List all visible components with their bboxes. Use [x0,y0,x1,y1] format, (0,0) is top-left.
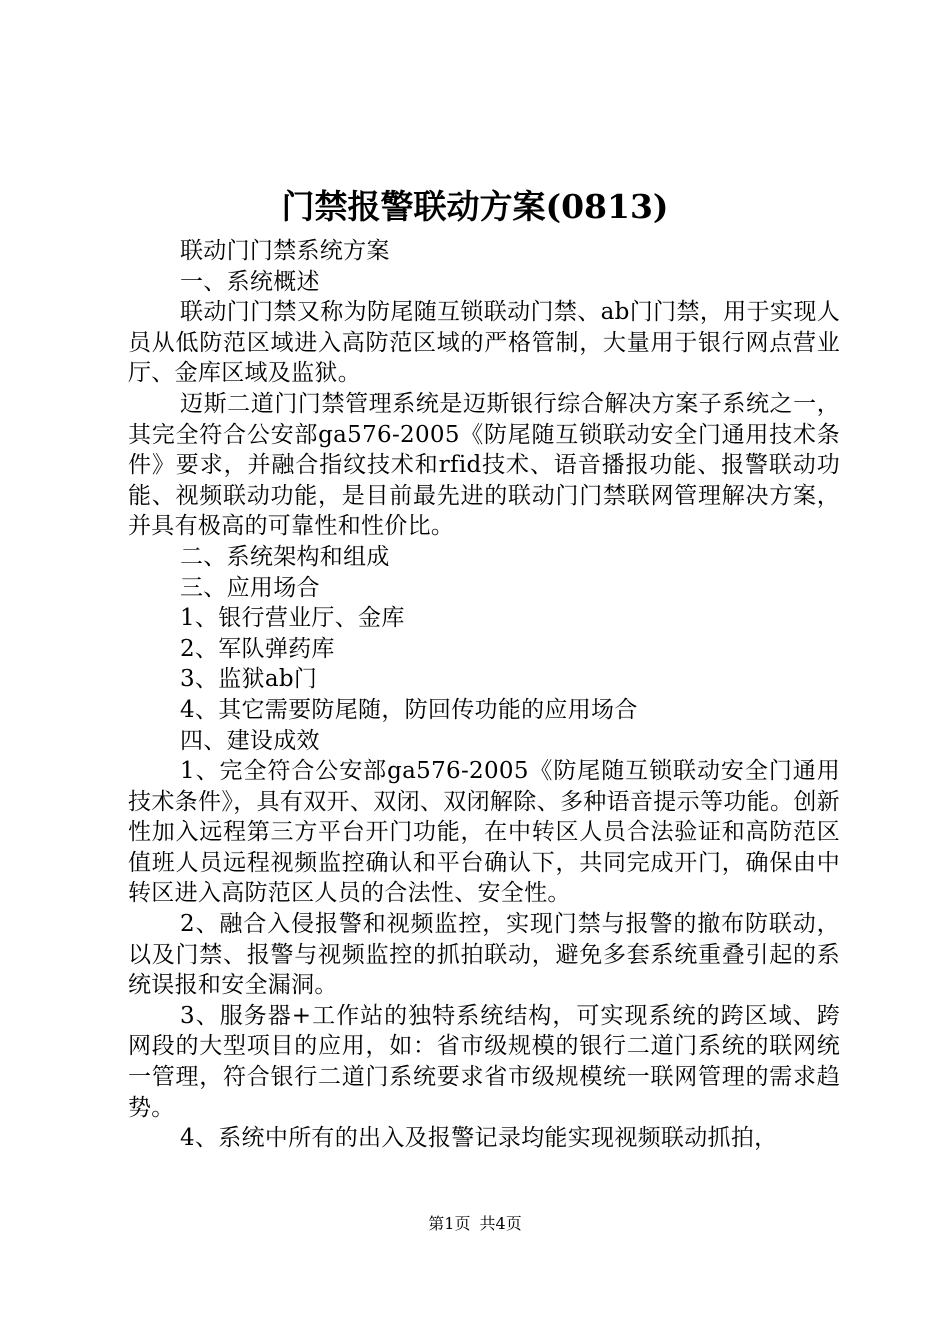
section-heading: 二、系统架构和组成 [180,543,390,570]
page-total: 共4页 [479,1214,522,1233]
list-item: 4、其它需要防尾随，防回传功能的应用场合 [180,696,638,723]
document-body [128,236,840,1154]
section-heading: 三、应用场合 [180,574,320,601]
paragraph: 2、融合入侵报警和视频监控，实现门禁与报警的撤布防联动，以及门禁、报警与视频监控的抓拍联动，避免多套系统重叠引起的系统误报和安全漏洞。 [128,911,840,999]
list-item: 3、监狱ab门 [180,666,318,693]
paragraph: 联动门门禁又称为防尾随互锁联动门禁、ab门门禁，用于实现人员从低防范区域进入高防范区域的严格管制，大量用于银行网点营业厅、金库区域及监狱。 [128,299,840,387]
list-item: 2、军队弹药库 [180,635,335,662]
list-item: 1、银行营业厅、金库 [180,605,405,632]
paragraph: 4、系统中所有的出入及报警记录均能实现视频联动抓拍， [180,1125,778,1152]
paragraph: 联动门门禁系统方案 [180,238,390,264]
section-heading: 一、系统概述 [180,268,320,295]
paragraph: 迈斯二道门门禁管理系统是迈斯银行综合解决方案子系统之一，其完全符合公安部ga576-2005《防尾随互锁联动安全门通用技术条件》要求，并融合指纹技术和rfid技术、语音播报功能、报警联动功能、视频联动功能，是目前最先进的联动门门禁联网管理解决方案，并具有极高的可靠性和性价比。 [128,390,840,540]
document-title: 门禁报警联动方案(0813) [281,187,669,226]
paragraph: 1、完全符合公安部ga576-2005《防尾随互锁联动安全门通用技术条件》，具有双开、双闭、双闭解除、多种语音提示等功能。创新性加入远程第三方平台开门功能，在中转区人员合法验证和高防范区值班人员远程视频监控确认和平台确认下，共同完成开门，确保由中转区进入高防范区人员的合法性、安全性。 [128,758,840,907]
page-footer [0,1212,950,1236]
paragraph: 3、服务器+工作站的独特系统结构，可实现系统的跨区域、跨网段的大型项目的应用，如：省市级规模的银行二道门系统的联网统一管理，符合银行二道门系统要求省市级规模统一联网管理的需求趋势。 [128,1002,840,1121]
page-number: 第1页 [428,1214,471,1233]
section-heading: 四、建设成效 [180,727,320,754]
